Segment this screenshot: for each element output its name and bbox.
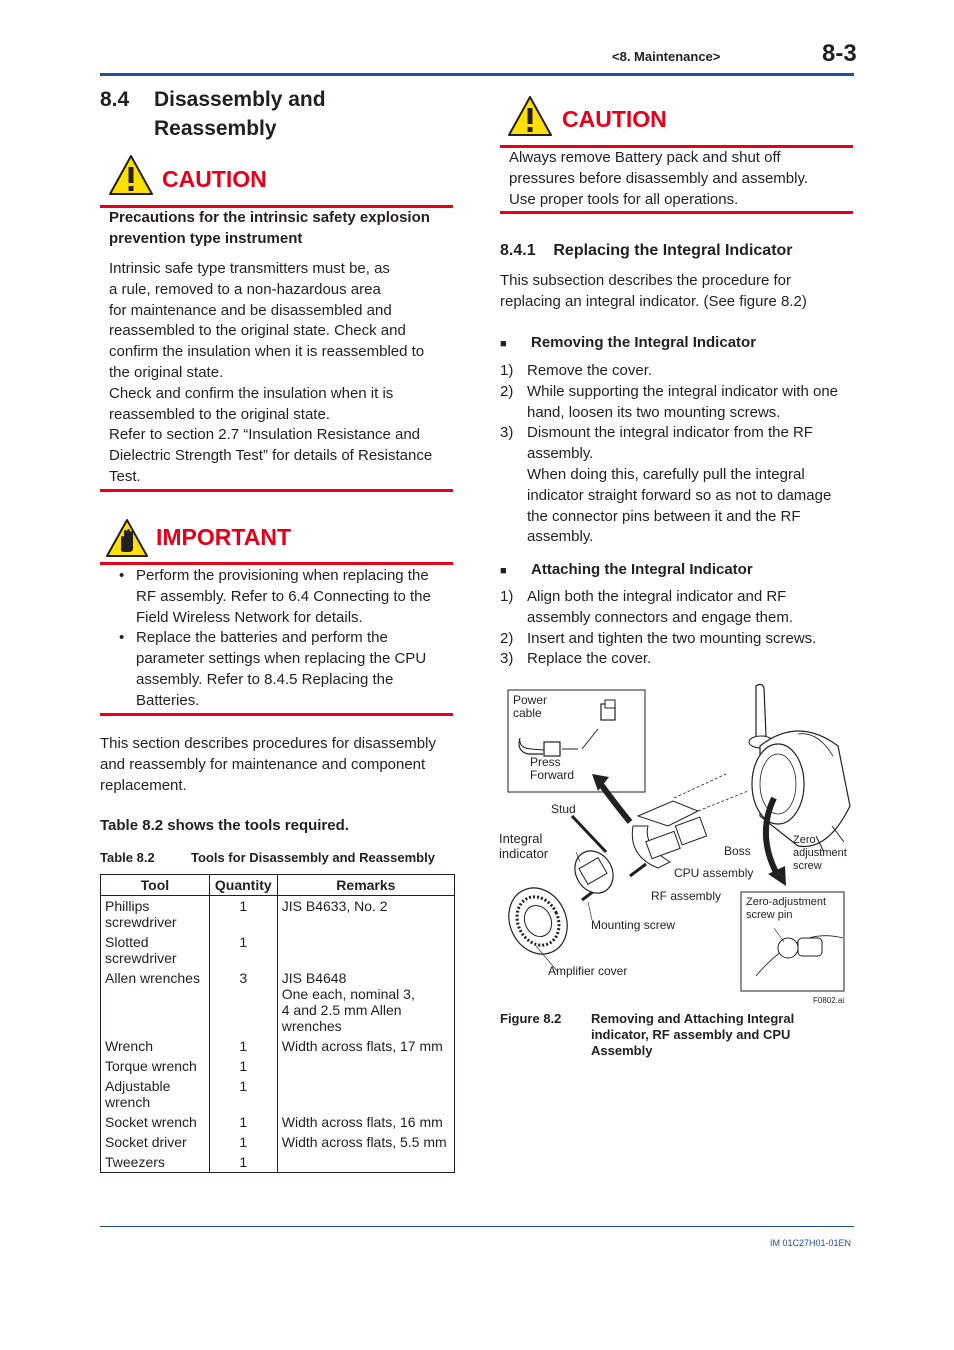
list-item	[500, 587, 854, 629]
caution-line: Refer to section 2.7 “Insulation Resistance and	[109, 426, 421, 444]
caution-label: CAUTION	[162, 166, 267, 192]
bullet-dot: •	[119, 567, 125, 584]
table-caption: Tools for Disassembly and Reassembly	[191, 850, 435, 865]
label-zero-adjustment-screw: Zero adjustment screw	[793, 834, 847, 872]
cell-remarks: Width across flats, 17 mm	[277, 1036, 454, 1056]
caution-heading	[109, 208, 430, 250]
subsection-intro	[500, 271, 807, 313]
bullet-line: RF assembly. Refer to 6.4 Connecting to the	[136, 587, 431, 605]
list-item	[500, 649, 854, 670]
cell-tool: Adjustable wrench	[101, 1076, 210, 1112]
bullet-line: Perform the provisioning when replacing the	[136, 567, 429, 584]
step-number: 2)	[500, 629, 514, 647]
step-line: hand, loosen its two mounting screws.	[527, 403, 781, 421]
caution-label: CAUTION	[562, 106, 667, 132]
caution-bottom-rule	[100, 489, 453, 492]
cell-tool: Socket wrench	[101, 1112, 210, 1132]
cell-qty: 1	[209, 1076, 277, 1112]
cell-tool: Socket driver	[101, 1132, 210, 1152]
caution-warning-icon	[108, 154, 154, 196]
label-integral-indicator: Integral indicator	[499, 831, 549, 861]
important-bottom-rule	[100, 713, 453, 716]
label-press-forward: Press Forward	[530, 755, 575, 782]
column-header: Quantity	[209, 875, 277, 896]
cell-remarks	[277, 1152, 454, 1173]
step-number: 3)	[500, 650, 514, 668]
bullet-line: Replace the batteries and perform the	[136, 629, 388, 647]
label-power-cable: Power cable	[513, 693, 548, 720]
heading-text: Removing the Integral Indicator	[531, 334, 757, 351]
intro-line: replacement.	[100, 776, 187, 794]
caution-body	[509, 148, 808, 210]
step-line: Remove the cover.	[527, 362, 653, 379]
cell-tool: Allen wrenches	[101, 968, 210, 1036]
list-item	[500, 423, 854, 548]
step-line: When doing this, carefully pull the integral	[527, 465, 805, 483]
cell-tool: Slotted screwdriver	[101, 932, 210, 968]
list-item	[109, 566, 449, 628]
caution-line: a rule, removed to a non-hazardous area	[109, 280, 381, 298]
important-top-rule	[100, 562, 453, 565]
cell-qty: 1	[209, 932, 277, 968]
list-item	[500, 361, 854, 382]
square-bullet-icon: ■	[500, 338, 507, 350]
section-title-line: Disassembly and	[154, 88, 326, 111]
label-boss: Boss	[724, 844, 751, 858]
step-line: Align both the integral indicator and RF	[527, 588, 787, 605]
caption-line: indicator, RF assembly and CPU	[591, 1027, 791, 1042]
removing-heading	[500, 333, 756, 354]
cell-qty: 1	[209, 1152, 277, 1173]
intro-line: This section describes procedures for disassembly	[100, 735, 436, 752]
caution-line: Always remove Battery pack and shut off	[509, 149, 781, 166]
table-row	[101, 896, 455, 933]
label-rf-assembly: RF assembly	[651, 889, 722, 903]
caution-warning-icon	[507, 95, 553, 137]
bullet-dot: •	[119, 629, 125, 647]
step-number: 2)	[500, 382, 514, 400]
header-chapter: <8. Maintenance>	[612, 49, 721, 64]
step-number: 3)	[500, 424, 514, 442]
column-header: Remarks	[277, 875, 454, 896]
list-item	[500, 382, 854, 424]
section-title-line: Reassembly	[154, 117, 277, 140]
label-amplifier-cover: Amplifier cover	[548, 964, 628, 978]
table-row	[101, 932, 455, 968]
step-line: assembly connectors and engage them.	[527, 608, 793, 626]
attaching-heading	[500, 560, 753, 581]
section-title	[100, 85, 129, 114]
table-row	[101, 968, 455, 1036]
caution-heading-line: Precautions for the intrinsic safety explosion	[109, 209, 430, 226]
caution-line: Intrinsic safe type transmitters must be, as	[109, 260, 390, 277]
step-number: 1)	[500, 362, 514, 379]
figure-8-2	[498, 676, 856, 1008]
figure-number: Figure 8.2	[500, 1011, 562, 1026]
important-label: IMPORTANT	[156, 524, 292, 550]
cell-remarks: JIS B4633, No. 2	[277, 896, 454, 933]
step-line: While supporting the integral indicator with one	[527, 382, 839, 400]
cell-tool: Wrench	[101, 1036, 210, 1056]
table-number: Table 8.2	[100, 850, 155, 865]
list-item	[500, 629, 854, 650]
cell-tool: Tweezers	[101, 1152, 210, 1173]
cell-qty: 1	[209, 1056, 277, 1076]
footer-rule	[100, 1226, 854, 1227]
table-reference: Table 8.2 shows the tools required.	[100, 817, 349, 834]
caution-line: Check and confirm the insulation when it is	[109, 384, 394, 402]
intro-line: replacing an integral indicator. (See figure 8.2)	[500, 292, 807, 310]
cell-qty: 3	[209, 968, 277, 1036]
cell-remarks: JIS B4648 One each, nominal 3, 4 and 2.5 mm Allen wrenches	[277, 968, 454, 1036]
caution-line: reassembled to the original state.	[109, 405, 330, 423]
label-cpu-assembly: CPU assembly	[674, 866, 754, 880]
label-stud: Stud	[551, 802, 576, 816]
cell-tool: Phillips screwdriver	[101, 896, 210, 933]
caution-heading-line: prevention type instrument	[109, 229, 303, 247]
table-row	[101, 1152, 455, 1173]
bullet-line: assembly. Refer to 8.4.5 Replacing the	[136, 670, 394, 688]
bullet-line: parameter settings when replacing the CPU	[136, 650, 427, 668]
intro-line: This subsection describes the procedure for	[500, 272, 791, 289]
caution-line: reassembled to the original state. Check and	[109, 322, 406, 340]
caution-body	[109, 259, 432, 488]
cell-remarks	[277, 1056, 454, 1076]
caution-line: Test.	[109, 467, 141, 485]
cell-qty: 1	[209, 896, 277, 933]
important-bullets	[109, 566, 449, 712]
cell-remarks: Width across flats, 5.5 mm	[277, 1132, 454, 1152]
bullet-line: Batteries.	[136, 691, 200, 709]
caution-line: for maintenance and be disassembled and	[109, 301, 392, 319]
subsection-title: 8.4.1 Replacing the Integral Indicator	[500, 242, 793, 259]
square-bullet-icon: ■	[500, 565, 507, 577]
step-line: indicator straight forward so as not to damage	[527, 486, 832, 504]
caution-line: the original state.	[109, 363, 224, 381]
attaching-steps	[500, 587, 854, 670]
step-line: Insert and tighten the two mounting screws.	[527, 629, 817, 647]
bullet-line: Field Wireless Network for details.	[136, 608, 363, 626]
caution-line: Use proper tools for all operations.	[509, 190, 739, 208]
important-hand-icon	[105, 518, 149, 558]
cell-remarks: Width across flats, 16 mm	[277, 1112, 454, 1132]
step-line: Dismount the integral indicator from the RF	[527, 424, 813, 442]
label-mounting-screw: Mounting screw	[591, 918, 676, 932]
caution-bottom-rule	[500, 211, 853, 214]
heading-text: Attaching the Integral Indicator	[531, 561, 753, 578]
step-line: the connector pins between it and the RF	[527, 507, 801, 525]
header-rule	[100, 73, 854, 76]
figure-file-id: F0802.ai	[813, 996, 845, 1005]
table-row	[101, 1132, 455, 1152]
intro-paragraph	[100, 734, 436, 796]
table-row	[101, 1036, 455, 1056]
table-row	[101, 1112, 455, 1132]
caption-line: Removing and Attaching Integral	[591, 1011, 795, 1026]
step-number: 1)	[500, 588, 514, 605]
label-zero-adjustment-pin: Zero-adjustment screw pin	[746, 896, 827, 921]
step-line: Replace the cover.	[527, 650, 652, 668]
step-line: assembly.	[527, 445, 594, 463]
tools-table	[100, 874, 455, 1173]
footer-doc-id: IM 01C27H01-01EN	[770, 1238, 852, 1248]
cell-remarks	[277, 932, 454, 968]
section-number: 8.4	[100, 88, 130, 111]
caution-line: Dielectric Strength Test” for details of Resistance	[109, 447, 433, 465]
page-number: 8-3	[822, 40, 857, 67]
cell-tool: Torque wrench	[101, 1056, 210, 1076]
caption-line: Assembly	[591, 1043, 653, 1058]
caution-line: pressures before disassembly and assembly.	[509, 169, 809, 187]
figure-caption	[591, 1011, 794, 1059]
removing-steps	[500, 361, 854, 548]
caution-line: confirm the insulation when it is reassembled to	[109, 343, 425, 361]
section-title-text	[154, 85, 326, 143]
cell-remarks	[277, 1076, 454, 1112]
list-item	[109, 628, 449, 711]
table-row	[101, 1056, 455, 1076]
step-line: assembly.	[527, 528, 594, 546]
cell-qty: 1	[209, 1132, 277, 1152]
column-header: Tool	[101, 875, 210, 896]
intro-line: and reassembly for maintenance and component	[100, 755, 426, 773]
table-row	[101, 1076, 455, 1112]
cell-qty: 1	[209, 1112, 277, 1132]
table-header-row	[101, 875, 455, 896]
cell-qty: 1	[209, 1036, 277, 1056]
